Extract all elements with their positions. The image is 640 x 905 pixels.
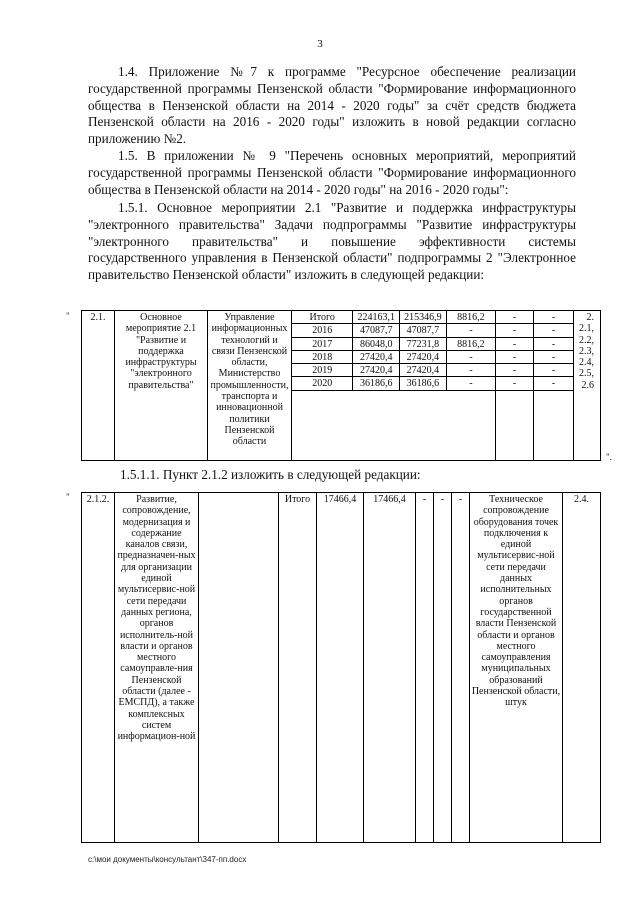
open-quote-table2: " [66, 492, 70, 502]
finance-value-cell: 36186,6 [400, 377, 447, 390]
finance-value-cell: 27420,4 [400, 364, 447, 377]
cell-finance-block [292, 311, 496, 461]
cell-num: 2.1. [82, 311, 115, 461]
finance-dash-cell: - [534, 324, 573, 337]
finance-row [292, 311, 495, 324]
finance-dash-cell: - [496, 364, 533, 377]
finance-value-cell: 36186,6 [353, 377, 400, 390]
finance-value-cell: - [446, 350, 495, 363]
cell-indicator: Техническое сопровождение оборудования точек подключения к единой мультисервис-ной сети передачи данных исполнительных органов государственной власти Пензенской области и органов местного самоуправления муниципальных образований Пензенской области, штук [470, 493, 563, 843]
heading-1-5-1-1: 1.5.1.1. Пункт 2.1.2 изложить в следующей редакции: [120, 467, 421, 482]
finance-value-cell: 215346,9 [400, 311, 447, 324]
table-main-activity-2-1 [81, 310, 601, 461]
finance-year-cell: 2017 [292, 337, 353, 350]
cell-num: 2.1.2. [82, 493, 115, 843]
cell-regional-budget: 17466,4 [364, 493, 416, 843]
cell-dash-b: - [434, 493, 452, 843]
finance-year-cell: 2019 [292, 364, 353, 377]
cell-dash-c: - [452, 493, 470, 843]
cell-dash-a: - [416, 493, 434, 843]
close-quote-table1: ". [606, 452, 612, 462]
cell-linked-indicators: 2. 2.1, 2.2, 2.3, 2.4, 2.5, 2.6 [574, 311, 601, 461]
finance-year-cell: 2020 [292, 377, 353, 390]
finance-dash-cell: - [496, 350, 533, 363]
cell-total: 17466,4 [317, 493, 364, 843]
finance-row [292, 324, 495, 337]
finance-dash-cell: - [496, 377, 533, 390]
footer-file-path: c:\мои документы\консультант\347-пп.docx [88, 855, 247, 864]
cell-activity-name: Развитие, сопровождение, модернизация и содержание каналов связи, предназначен-ных для организации единой мультисервис-ной сети передачи данных региона, органов исполнитель-ной власти и органов местного самоуправле-ния Пензенской области (далее - ЕМСПД), а также комплексных систем информацион-ной [115, 493, 199, 843]
finance-value-cell: 8816,2 [446, 311, 495, 324]
open-quote-table1: " [66, 311, 70, 321]
paragraph-1-4: 1.4. Приложение №7 к программе "Ресурсное обеспечение реализации государственной программы Пензенской области "Формирование информационного общества в Пензенской области на 2014 - 2020 годы" за счёт средств бюджета Пензенской области на 2016 - 2020 годы" изложить в новой редакции согласно приложению №2. [88, 64, 576, 147]
finance-value-cell: - [446, 324, 495, 337]
finance-value-cell: 47087,7 [353, 324, 400, 337]
table-item-2-1-2 [81, 492, 601, 843]
cell-dash-col-a [496, 311, 534, 461]
cell-activity-name: Основное мероприятие 2.1 "Развитие и поддержка инфраструктуры "электронного правительства" [115, 311, 208, 461]
finance-year-cell: 2018 [292, 350, 353, 363]
finance-value-cell: 86048,0 [353, 337, 400, 350]
finance-value-cell: 27420,4 [353, 350, 400, 363]
finance-dash-cell: - [496, 337, 533, 350]
cell-year: Итого [279, 493, 317, 843]
cell-executor-empty [199, 493, 279, 843]
finance-row [292, 364, 495, 377]
finance-row [292, 350, 495, 363]
cell-dash-col-b [534, 311, 574, 461]
finance-year-cell: Итого [292, 311, 353, 324]
finance-row [292, 337, 495, 350]
finance-dash-cell: - [534, 337, 573, 350]
finance-value-cell: 27420,4 [353, 364, 400, 377]
finance-dash-cell: - [496, 324, 533, 337]
finance-value-cell: - [446, 364, 495, 377]
cell-link: 2.4. [563, 493, 601, 843]
finance-value-cell: 77231,8 [400, 337, 447, 350]
finance-table [292, 311, 495, 391]
finance-dash-cell: - [534, 350, 573, 363]
paragraph-1-5: 1.5. В приложении № 9 "Перечень основных мероприятий, мероприятий государственной программы Пензенской области "Формирование информационного общества в Пензенской области на 2014 - 2020 годы" на 2016 - 2020 годы": [88, 148, 576, 197]
paragraph-1-5-1: 1.5.1. Основное мероприятии 2.1 "Развитие и поддержка инфраструктуры "электронного правительства" Задачи подпрограммы "Развитие инфраструктуры "электронного правительства" и повышение эффективности системы государственного управления в Пензенской области" подпрограммы 2 "Электронное правительство Пензенской области" изложить в следующей редакции: [88, 200, 576, 283]
finance-dash-cell: - [534, 377, 573, 390]
cell-executor: Управление информационных технологий и связи Пензенской области, Министерство промышленности, транспорта и инновационной политики Пензенской области [208, 311, 292, 461]
finance-dash-cell: - [534, 311, 573, 324]
finance-dash-cell: - [534, 364, 573, 377]
finance-value-cell: 27420,4 [400, 350, 447, 363]
finance-dash-cell: - [496, 311, 533, 324]
finance-row [292, 377, 495, 390]
finance-value-cell: - [446, 377, 495, 390]
finance-value-cell: 8816,2 [446, 337, 495, 350]
finance-year-cell: 2016 [292, 324, 353, 337]
finance-value-cell: 47087,7 [400, 324, 447, 337]
finance-value-cell: 224163,1 [353, 311, 400, 324]
page-number: 3 [317, 38, 323, 50]
